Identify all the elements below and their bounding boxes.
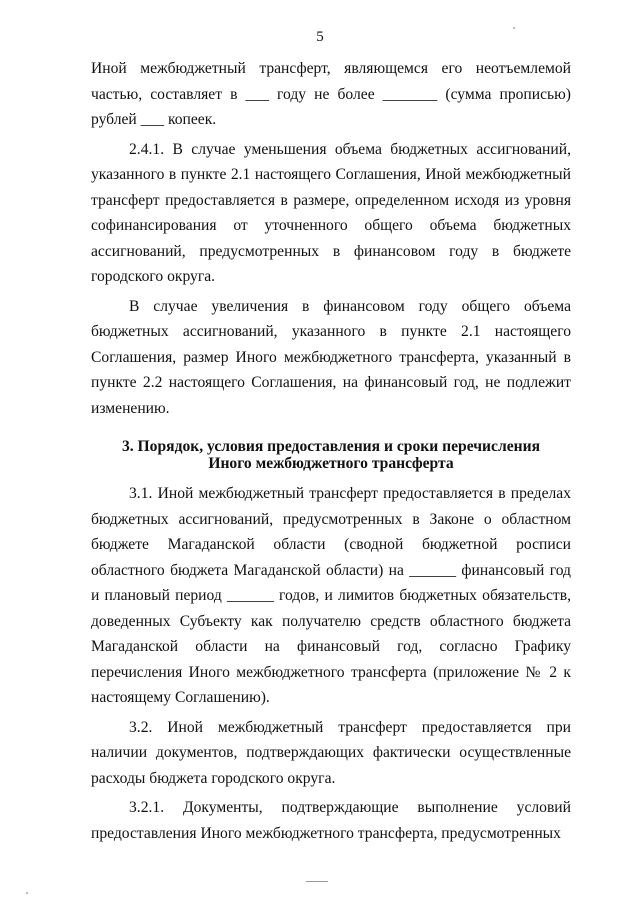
paragraph-3-1: 3.1. Иной межбюджетный трансферт предоставляется в пределах бюджетных ассигнований, предусмотренных в Законе о областном бюджете Магаданской области (сводной бюджетной росписи областного бюджета Магаданской области) на ______ финансовый год и плановый период ______ годов, и лимитов бюджетных обязательств, доведенных Субъекту как получателю средств областного бюджета Магаданской области на финансовый год, согласно Графику перечисления Иного межбюджетного трансферта (приложение № 2 к настоящему Соглашению). — [91, 485, 571, 706]
document-body — [91, 56, 571, 846]
paragraph-increase-case: В случае увеличения в финансовом году общего объема бюджетных ассигнований, указанного в пункте 2.1 настоящего Соглашения, размер Иного межбюджетного трансферта, указанный в пункте 2.2 настоящего Соглашения, на финансовый год, не подлежит изменению. — [91, 297, 571, 417]
scan-dot — [26, 892, 28, 894]
scan-dot — [513, 27, 515, 29]
paragraph-2-4-1: 2.4.1. В случае уменьшения объема бюджетных ассигнований, указанного в пункте 2.1 настоящего Соглашения, Иной межбюджетный трансферт предоставляется в размере, определенном исходя из уровня софинансирования от уточненного общего объема бюджетных ассигнований, предусмотренных в финансовом году в бюджете городского округа. — [91, 140, 571, 285]
paragraph-3-2-1: 3.2.1. Документы, подтверждающие выполнение условий предоставления Иного межбюджетного трансферта, предусмотренных — [91, 799, 571, 842]
section-3-heading-line1: 3. Порядок, условия предоставления и сроки перечисления — [121, 438, 541, 455]
footer-rule — [306, 881, 328, 882]
section-3-heading — [91, 438, 571, 472]
page-number: 5 — [316, 29, 324, 45]
paragraph-3-2: 3.2. Иной межбюджетный трансферт предоставляется при наличии документов, подтверждающих фактически осуществленные расходы бюджета городского округа. — [91, 718, 571, 787]
section-3-heading-line2: Иного межбюджетного трансферта — [208, 455, 454, 472]
paragraph-transfer-amount: Иной межбюджетный трансферт, являющемся его неотъемлемой частью, составляет в ___ году не более _______ (сумма прописью) рублей ___ копеек. — [91, 60, 571, 128]
